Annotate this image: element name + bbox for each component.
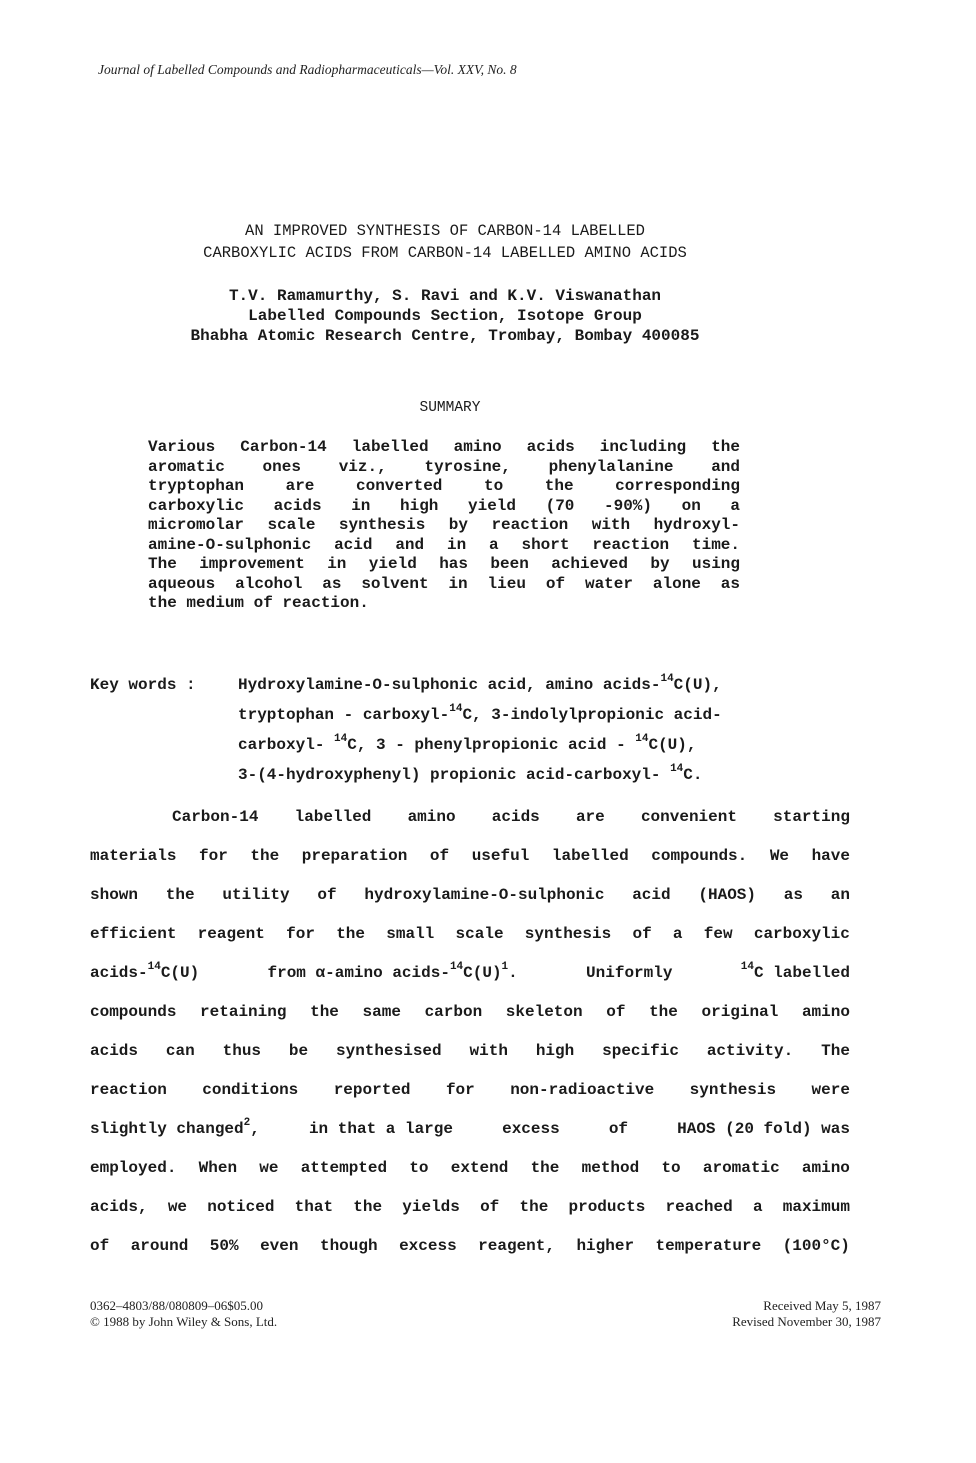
footer-left [90,1298,277,1330]
summary-line: The improvement in yield has been achieved by using [148,555,740,573]
received-date: Received May 5, 1987 [763,1298,881,1313]
body-line: compounds retaining the same carbon skeleton of the original amino [90,1003,850,1021]
body-line: slightly changed$^2$, in that a large excess of HAOS (20 fold) was [90,1117,850,1138]
author-institution: Bhabha Atomic Research Centre, Trombay, Bombay 400085 [190,327,700,345]
summary-text [148,438,740,594]
body-line: acids, we noticed that the yields of the products reached a maximum [90,1198,850,1216]
summary-line: micromolar scale synthesis by reaction with hydroxyl- [148,516,740,534]
publication-code: 0362–4803/88/080809–06$05.00 [90,1298,263,1313]
summary-line: Various Carbon-14 labelled amino acids including the [148,438,740,456]
body-line: acids-$^{14}$C(U) from α-amino acids-$^{14}C(U)^1$. Uniformly $^{14}$C labelled [90,961,850,982]
body-line: materials for the preparation of useful labelled compounds. We have [90,847,850,865]
paper-title [0,220,890,264]
body-line: efficient reagent for the small scale synthesis of a few carboxylic [90,925,850,943]
body-line: reaction conditions reported for non-radioactive synthesis were [90,1081,850,1099]
keywords-line: tryptophan - carboxyl-$^{14}$C, 3-indolylpropionic acid- [238,703,722,724]
summary-line: tryptophan are converted to the corresponding [148,477,740,495]
body-line: Carbon-14 labelled amino acids are convenient starting [172,808,850,826]
summary-heading: SUMMARY [419,400,481,416]
summary-last-line: the medium of reaction. [148,594,369,612]
keywords-line: Hydroxylamine-O-sulphonic acid, amino acids-$^{14}$C(U), [238,673,722,694]
revised-date: Revised November 30, 1987 [732,1314,881,1329]
summary-line: aqueous alcohol as solvent in lieu of water alone as [148,574,740,593]
author-section: Labelled Compounds Section, Isotope Group [248,307,642,325]
summary-line: amine-O-sulphonic acid and in a short reaction time. [148,535,740,554]
body-line: shown the utility of hydroxylamine-O-sulphonic acid (HAOS) as an [90,886,850,904]
footer-right [732,1298,881,1330]
summary-line: aromatic ones viz., tyrosine, phenylalanine and [148,457,740,476]
author-block [0,286,890,346]
keywords-label: Key words : [90,676,196,694]
body-line: of around 50% even though excess reagent, higher temperature (100°C) [90,1237,850,1255]
copyright: © 1988 by John Wiley & Sons, Ltd. [90,1314,278,1329]
journal-header: Journal of Labelled Compounds and Radiopharmaceuticals—Vol. XXV, No. 8 [98,62,517,77]
summary-line: carboxylic acids in high yield (70 -90%) on a [148,496,740,515]
author-names: T.V. Ramamurthy, S. Ravi and K.V. Viswanathan [228,287,662,305]
body-line: acids can thus be synthesised with high specific activity. The [90,1042,850,1060]
title-line-2: CARBOXYLIC ACIDS FROM CARBON-14 LABELLED AMINO ACIDS [203,244,687,262]
body-line: employed. When we attempted to extend the method to aromatic amino [90,1159,850,1177]
keywords-line: carboxyl- $^{14}$C, 3 - phenylpropionic acid - $^{14}$C(U), [238,733,697,754]
title-line-1: AN IMPROVED SYNTHESIS OF CARBON-14 LABELLED [245,222,645,240]
keywords-line: 3-(4-hydroxyphenyl) propionic acid-carboxyl- $^{14}$C. [238,763,703,784]
